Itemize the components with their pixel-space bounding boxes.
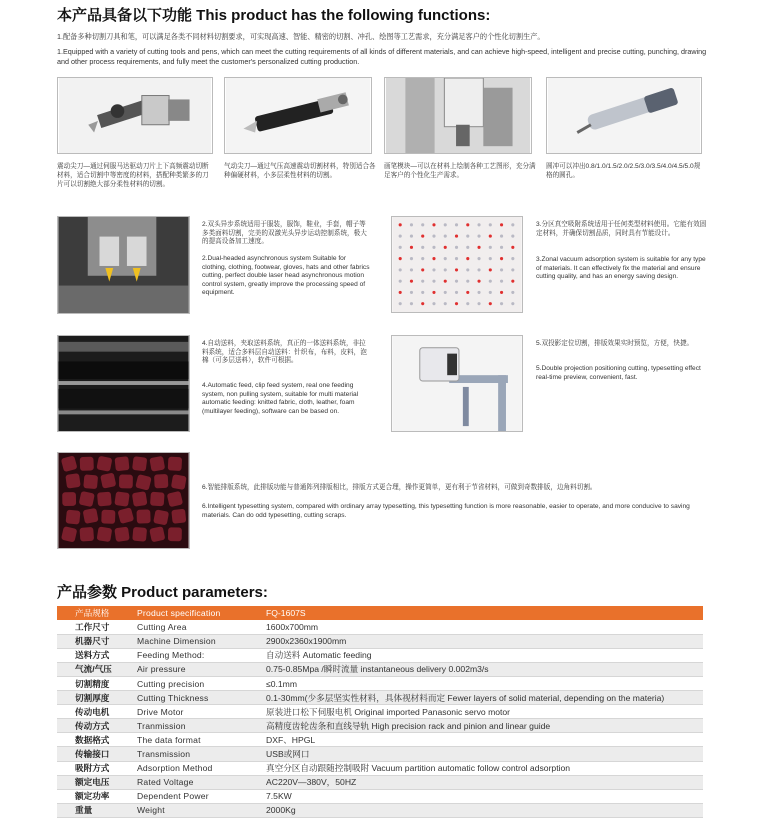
param-value: 真空分区自动跟随控制吸附 Vacuum partition automatic follow control adsorption bbox=[260, 761, 703, 775]
table-row bbox=[57, 775, 703, 789]
param-en: Tranmission bbox=[131, 719, 260, 733]
param-cn: 传动电机 bbox=[57, 705, 131, 719]
param-value: 1600x700mm bbox=[260, 620, 703, 634]
table-row bbox=[57, 803, 703, 817]
param-en: Drive Motor bbox=[131, 705, 260, 719]
auto-feeding-photo bbox=[57, 335, 190, 432]
param-cn: 切割精度 bbox=[57, 676, 131, 690]
dual-head-photo bbox=[57, 216, 190, 314]
feature-3-cn: 3.分区真空吸附系统适用于任何类型材料使用。它能有效固定材料，并确保切割品质，同时具有节能设计。 bbox=[536, 221, 707, 237]
param-value: 原装进口松下伺服电机 Original imported Panasonic servo motor bbox=[260, 705, 703, 719]
param-value: 2000Kg bbox=[260, 803, 703, 817]
param-en: Cutting Area bbox=[131, 620, 260, 634]
param-cn: 额定电压 bbox=[57, 775, 131, 789]
param-en: Dependent Power bbox=[131, 789, 260, 803]
param-en: Air pressure bbox=[131, 662, 260, 676]
param-en: Machine Dimension bbox=[131, 634, 260, 648]
param-value: 0.1-30mm(少多层坚实性材料，具体视材料而定 Fewer layers of solid material, depending on the materia) bbox=[260, 691, 703, 705]
param-cn: 切割厚度 bbox=[57, 691, 131, 705]
param-cn: 气流/气压 bbox=[57, 662, 131, 676]
pneumatic-knife-caption: 气动尖刀—通过气压高速震动切割材料，特别适合各种偏硬材料，小多层柔性材料的切割。 bbox=[224, 163, 376, 179]
param-value: 2900x2360x1900mm bbox=[260, 634, 703, 648]
param-cn: 重量 bbox=[57, 803, 131, 817]
param-value: 自动送料 Automatic feeding bbox=[260, 648, 703, 662]
feature-6-en: 6.Intelligent typesetting system, compared with ordinary array typesetting, this typesetting function is more reasonable, easier to operate, and more conducive to saving materials. Can do odd typesetting, cutting scraps. bbox=[202, 503, 690, 519]
param-value: AC220V—380V，50HZ bbox=[260, 775, 703, 789]
param-value: 0.75-0.85Mpa /瞬时流量 instantaneous delivery 0.002m3/s bbox=[260, 662, 703, 676]
projection-photo bbox=[391, 335, 523, 432]
table-row bbox=[57, 761, 703, 775]
pen-module-photo bbox=[384, 77, 532, 154]
pen-module-caption: 画笔模块—可以在材料上绘制各种工艺图形，充分满足客户的个性化生产需求。 bbox=[384, 163, 536, 179]
header-en: Product specification bbox=[131, 606, 260, 620]
param-en: Rated Voltage bbox=[131, 775, 260, 789]
param-cn: 工作尺寸 bbox=[57, 620, 131, 634]
table-row bbox=[57, 789, 703, 803]
param-value: 7.5KW bbox=[260, 789, 703, 803]
param-en: Transmission bbox=[131, 747, 260, 761]
table-row bbox=[57, 620, 703, 634]
feature-4-en: 4.Automatic feed, clip feed system, real one feeding system, non pulling system, suitable for multi material automatic feeding: knitted fabric, cloth, leather, foam (multilayer feeding), software can be based on. bbox=[202, 382, 359, 415]
table-row bbox=[57, 691, 703, 705]
table-header-row bbox=[57, 606, 703, 620]
vacuum-table-photo bbox=[391, 216, 523, 313]
table-row bbox=[57, 719, 703, 733]
param-en: Cutting precision bbox=[131, 676, 260, 690]
param-value: 高精度齿轮齿条和直线导轨 High precision rack and pinion and linear guide bbox=[260, 719, 703, 733]
param-cn: 吸附方式 bbox=[57, 761, 131, 775]
vibrating-knife-photo bbox=[57, 77, 213, 154]
feature-6-cn: 6.智能排版系统，此排版功能与普通阵列排版相比，排版方式更合理，操作更简单，更有利于节省材料，可做到奇数排版，边角料切割。 bbox=[202, 484, 597, 491]
param-cn: 机器尺寸 bbox=[57, 634, 131, 648]
param-en: Cutting Thickness bbox=[131, 691, 260, 705]
table-row bbox=[57, 648, 703, 662]
round-punch-caption: 圆冲可以冲出0.8/1.0/1.5/2.0/2.5/3.0/3.5/4.0/4.5/5.0规格的圆孔。 bbox=[546, 163, 701, 179]
feature-3-en: 3.Zonal vacuum adsorption system is suitable for any type of materials. It can effectively fix the material and ensure cutting quality, and has an energy saving design. bbox=[536, 256, 706, 281]
param-value: ≤0.1mm bbox=[260, 676, 703, 690]
header-cn: 产品规格 bbox=[57, 606, 131, 620]
param-cn: 传输接口 bbox=[57, 747, 131, 761]
table-row bbox=[57, 733, 703, 747]
feature-4-cn: 4.自动送料，夹取送料系统，真正的一体送料系统，非拉料系统，适合多料层自动送料：针织布，布料，皮料，泡棉（可多层送料），软件可根据。 bbox=[202, 340, 367, 365]
param-value: DXF、HPGL bbox=[260, 733, 703, 747]
param-cn: 送料方式 bbox=[57, 648, 131, 662]
intro-cn: 1.配备多种切割刀具和笔，可以满足各类不同材料切割要求，可实现高速、智能、精密的切割、冲孔、绘图等工艺需求，充分满足客户的个性化切割生产。 bbox=[57, 32, 545, 41]
table-row bbox=[57, 676, 703, 690]
param-en: Weight bbox=[131, 803, 260, 817]
parameters-table bbox=[57, 606, 703, 818]
feature-5-en: 5.Double projection positioning cutting, typesetting effect real-time preview, convenient, fast. bbox=[536, 365, 701, 381]
round-punch-photo bbox=[546, 77, 702, 154]
parameters-title: 产品参数 Product parameters: bbox=[57, 584, 268, 601]
feature-5-cn: 5.双投影定位切割，排版效果实时预览，方便，快捷。 bbox=[536, 340, 694, 347]
param-cn: 传动方式 bbox=[57, 719, 131, 733]
intro-en: 1.Equipped with a variety of cutting tools and pens, which can meet the cutting requirements of all kinds of different materials, and can achieve high-speed, intelligent and precise cutting, punching, drawing and other process requirements, and fully meet the customer's personalized cutting production. bbox=[57, 47, 707, 66]
param-cn: 数据格式 bbox=[57, 733, 131, 747]
param-cn: 额定功率 bbox=[57, 789, 131, 803]
param-en: Feeding Method: bbox=[131, 648, 260, 662]
pneumatic-knife-photo bbox=[224, 77, 372, 154]
feature-2-cn: 2.双头异步系统适用于服装，服饰，鞋业，手套，帽子等多类面料切割，完美的双激光头异步运动控制系统，极大的提高设备加工速度。 bbox=[202, 221, 367, 246]
table-row bbox=[57, 662, 703, 676]
table-row bbox=[57, 705, 703, 719]
table-row bbox=[57, 747, 703, 761]
param-en: The data format bbox=[131, 733, 260, 747]
param-en: Adsorption Method bbox=[131, 761, 260, 775]
functions-title: 本产品具备以下功能 This product has the following functions: bbox=[57, 7, 491, 24]
table-row bbox=[57, 634, 703, 648]
vibrating-knife-caption: 震动尖刀—通过伺服马达驱动刀片上下高频震动切断材料，适合切割中等密度的材料，搭配种类繁多的刀片可以切割绝大部分柔性材料的切割。 bbox=[57, 163, 209, 188]
param-value: USB或网口 bbox=[260, 747, 703, 761]
typesetting-photo bbox=[57, 452, 190, 549]
feature-2-en: 2.Dual-headed asynchronous system Suitable for clothing, clothing, footwear, gloves, hats and other fabrics cutting, perfect double laser head asynchronous motion control system, greatly improve the processing speed of equipment. bbox=[202, 255, 370, 297]
header-model: FQ-1607S bbox=[260, 606, 703, 620]
